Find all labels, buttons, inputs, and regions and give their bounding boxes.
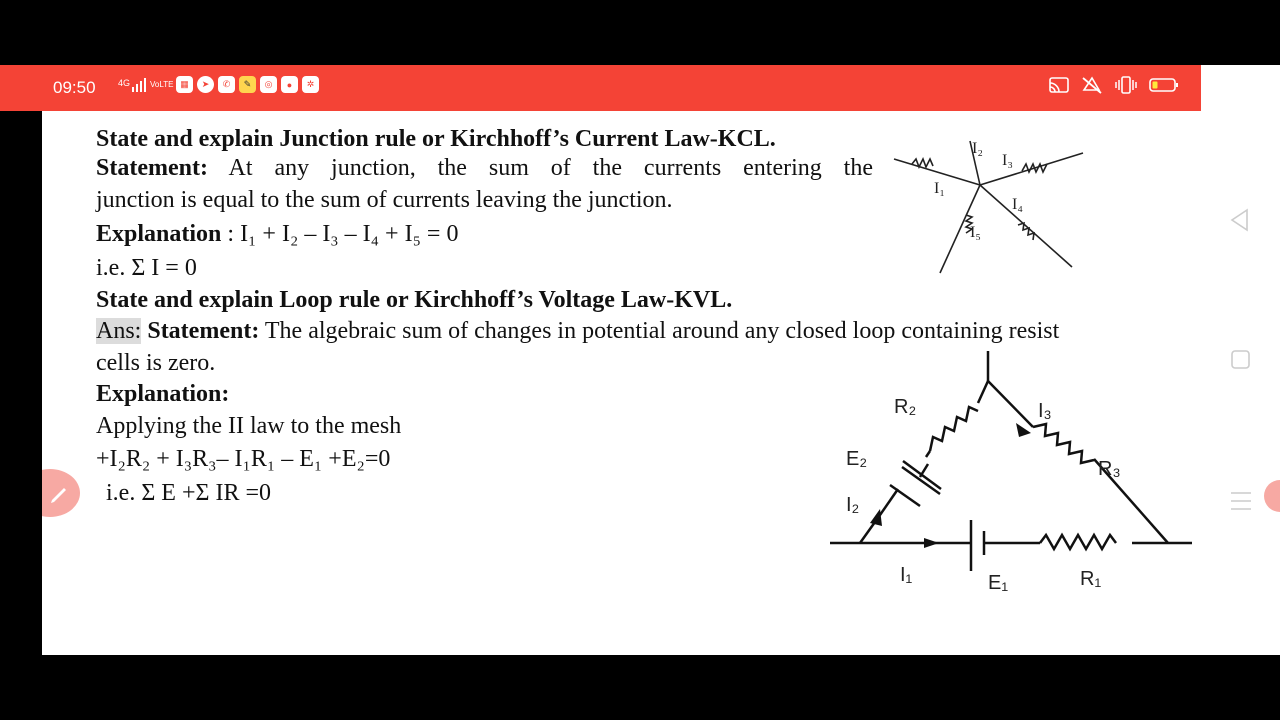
notes-app-icon: ✎ <box>239 76 256 93</box>
recents-icon[interactable] <box>1229 490 1253 512</box>
circuit-label-r3: R₃ <box>1098 458 1121 480</box>
battery-icon <box>1149 77 1179 93</box>
circuit-label-r2: R₂ <box>894 396 917 418</box>
junction-label-i4: I₄ <box>1012 196 1023 213</box>
circuit-diagram <box>828 351 1198 601</box>
pencil-icon <box>48 482 70 504</box>
home-icon[interactable] <box>1230 349 1252 371</box>
kcl-heading: State and explain Junction rule or Kirchhoff’s Current Law-KCL. <box>96 126 776 152</box>
junction-label-i1: I₁ <box>934 180 945 197</box>
circuit-label-i1: I₁ <box>900 564 913 586</box>
network-type-label: 4G <box>118 77 131 88</box>
kvl-statement-label: Statement: <box>147 318 260 344</box>
mute-icon <box>1081 76 1103 94</box>
kcl-statement-label: Statement: <box>96 155 208 181</box>
circuit-label-e1: E₁ <box>988 572 1009 594</box>
kvl-apply: Applying the II law to the mesh <box>96 413 402 439</box>
navigation-bar <box>1201 65 1280 655</box>
kcl-ie: i.e. Σ I = 0 <box>96 255 197 281</box>
volte-icon: VoLTE <box>150 80 174 89</box>
junction-label-i3: I₃ <box>1002 152 1013 169</box>
status-icons-left <box>118 76 319 93</box>
kvl-equation: +I₂R₂ + I₃R₃– I₁R₁ – E₁ +E₂=0 <box>96 446 391 472</box>
kvl-heading: State and explain Loop rule or Kirchhoff’s Voltage Law-KVL. <box>96 287 733 313</box>
junction-label-i5: I₅ <box>970 224 981 241</box>
back-icon[interactable] <box>1229 208 1251 232</box>
circuit-label-e2: E₂ <box>846 448 868 470</box>
signal-bars-icon <box>132 78 146 92</box>
signal-icon <box>118 78 146 92</box>
whatsapp-business-icon: ✆ <box>218 76 235 93</box>
kcl-statement <box>96 156 873 180</box>
kcl-equation: I₁ + I₂ – I₃ – I₄ + I₅ = 0 <box>240 221 459 247</box>
status-time: 09:50 <box>53 78 96 97</box>
status-icons-right <box>1049 76 1179 94</box>
kvl-ie: i.e. Σ E +Σ IR =0 <box>106 480 271 506</box>
telegram-icon: ➤ <box>197 76 214 93</box>
instagram-icon: ◎ <box>260 76 277 93</box>
document-page <box>42 111 1201 655</box>
edit-floating-button[interactable] <box>42 469 80 517</box>
cast-icon <box>1049 77 1069 93</box>
kcl-explanation: Explanation : I₁ + I₂ – I₃ – I₄ + I₅ = 0 <box>96 221 459 247</box>
vibrate-icon <box>1115 76 1137 94</box>
kvl-explanation-label: Explanation: <box>96 381 230 407</box>
circuit-label-i3: I₃ <box>1038 400 1052 422</box>
kcl-statement-text: At any junction, the sum of the currents entering the <box>207 155 873 181</box>
gallery-app-icon: ▦ <box>176 76 193 93</box>
circuit-label-r1: R₁ <box>1080 568 1102 590</box>
kvl-ans-label: Ans: <box>96 318 142 344</box>
circuit-label-i2: I₂ <box>846 494 860 516</box>
kvl-statement <box>96 319 1059 343</box>
kcl-explanation-label: Explanation <box>96 221 222 247</box>
kvl-statement-text: The algebraic sum of changes in potential around any closed loop containing resist <box>259 318 1060 344</box>
kcl-statement-line2: junction is equal to the sum of currents leaving the junction. <box>96 187 673 213</box>
floating-bubble[interactable] <box>1264 480 1280 512</box>
junction-label-i2: I₂ <box>972 140 983 157</box>
kvl-statement-line2: cells is zero. <box>96 350 216 376</box>
junction-diagram <box>890 133 1090 283</box>
status-bar <box>0 65 1201 111</box>
camera-app-icon: ● <box>281 76 298 93</box>
photos-app-icon: ✲ <box>302 76 319 93</box>
